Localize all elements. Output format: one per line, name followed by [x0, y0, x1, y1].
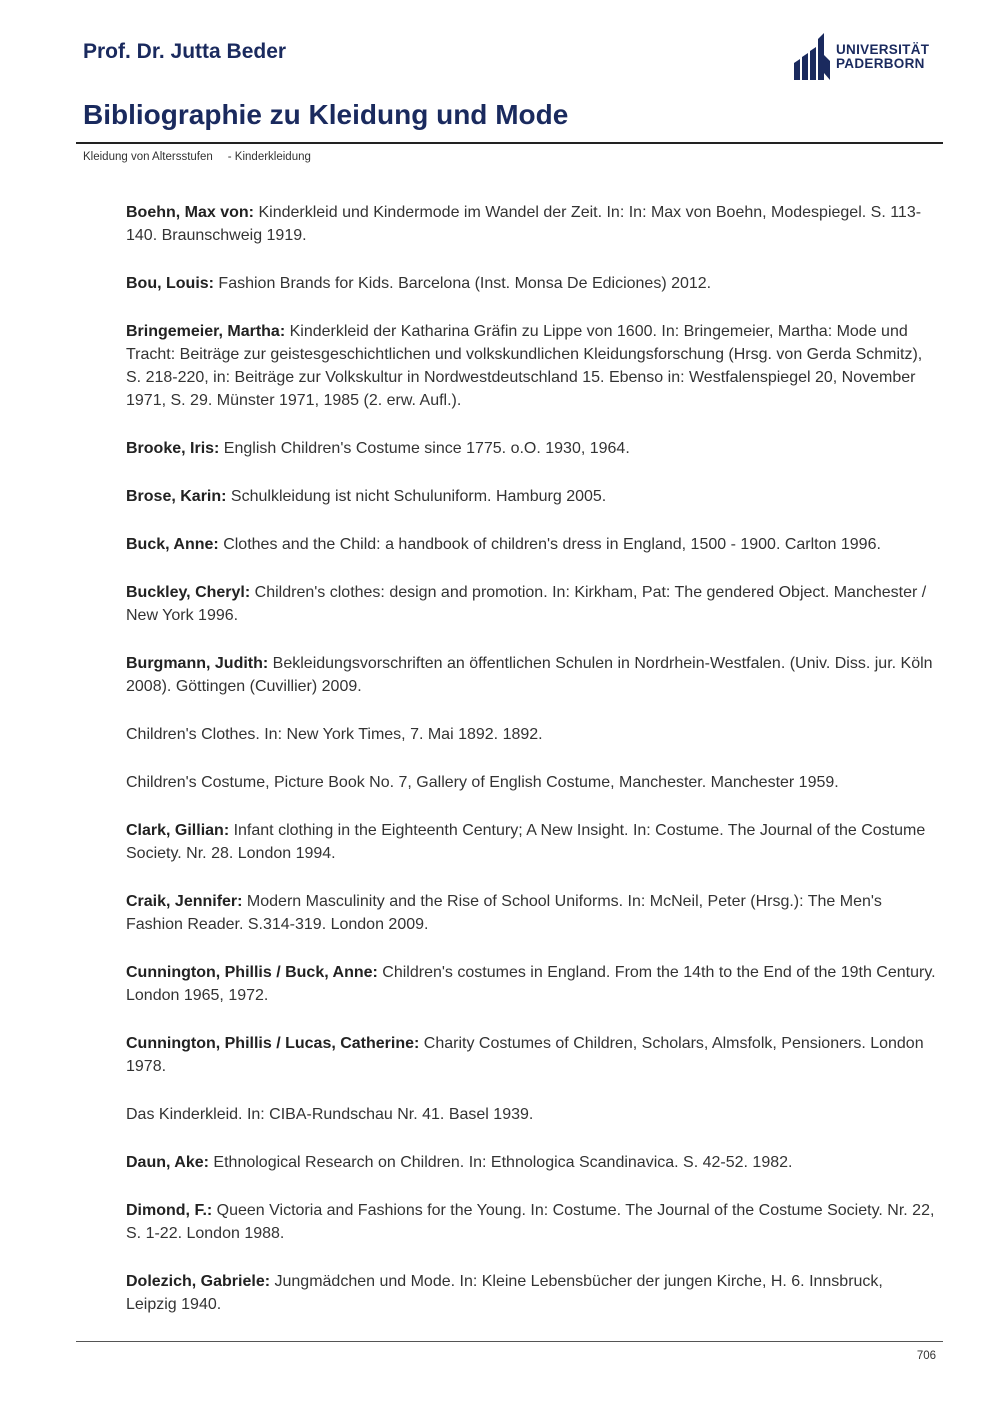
breadcrumb-section: Kleidung von Altersstufen [83, 151, 213, 163]
bibliography-entry [126, 581, 936, 627]
entry-text: Children's clothes: design and promotion. In: Kirkham, Pat: The gendered Object. Manchester / New York 1996. [126, 584, 927, 624]
bibliography-entry [126, 1103, 936, 1126]
breadcrumb [83, 151, 311, 163]
entry-text: Fashion Brands for Kids. Barcelona (Inst. Monsa De Ediciones) 2012. [213, 275, 712, 292]
footer-divider [76, 1341, 943, 1342]
entry-author: Dolezich, Gabriele: [126, 1273, 271, 1290]
logo-line-2: PADERBORN [836, 56, 925, 71]
bibliography-entry [126, 819, 936, 865]
entry-author: Buckley, Cheryl: [126, 584, 251, 601]
entry-author: Burgmann, Judith: [126, 655, 269, 672]
entry-author: Daun, Ake: [126, 1154, 209, 1171]
entry-text: Charity Costumes of Children, Scholars, Almsfolk, Pensioners. London 1978. [126, 1035, 924, 1075]
entry-author: Clark, Gillian: [126, 822, 230, 839]
bibliography-entry [126, 771, 936, 794]
entry-text: Jungmädchen und Mode. In: Kleine Lebensbücher der jungen Kirche, H. 6. Innsbruck, Leipzig 1940. [126, 1273, 883, 1313]
bibliography-entry [126, 890, 936, 936]
bibliography-entry [126, 961, 936, 1007]
entry-author: Cunnington, Phillis / Buck, Anne: [126, 964, 378, 981]
bibliography-entry [126, 533, 936, 556]
entry-author: Cunnington, Phillis / Lucas, Catherine: [126, 1035, 420, 1052]
entry-text: Children's Costume, Picture Book No. 7, Gallery of English Costume, Manchester. Manchester 1959. [126, 774, 839, 791]
header-divider [76, 142, 943, 144]
bibliography-entry [126, 1032, 936, 1078]
bibliography-entry [126, 272, 936, 295]
logo-line-1: UNIVERSITÄT [836, 42, 930, 57]
entry-text: Kinderkleid und Kindermode im Wandel der Zeit. In: In: Max von Boehn, Modespiegel. S. 113-140. Braunschweig 1919. [126, 204, 922, 244]
entry-author: Brooke, Iris: [126, 440, 220, 457]
bibliography-entry [126, 437, 936, 460]
bibliography-entry [126, 723, 936, 746]
entry-author: Bringemeier, Martha: [126, 323, 286, 340]
entry-text: Bekleidungsvorschriften an öffentlichen Schulen in Nordrhein-Westfalen. (Univ. Diss. jur. Köln 2008). Göttingen (Cuvillier) 2009. [126, 655, 933, 695]
bibliography-entry [126, 1151, 936, 1174]
entry-text: Children's Clothes. In: New York Times, 7. Mai 1892. 1892. [126, 726, 543, 743]
entry-text: Clothes and the Child: a handbook of children's dress in England, 1500 - 1900. Carlton 1996. [218, 536, 881, 553]
entry-author: Bou, Louis: [126, 275, 214, 292]
bibliography-entry [126, 320, 936, 412]
breadcrumb-subsection: - Kinderkleidung [227, 151, 311, 163]
bibliography-entry [126, 485, 936, 508]
author-name: Prof. Dr. Jutta Beder [83, 40, 287, 63]
entry-text: Ethnological Research on Children. In: Ethnologica Scandinavica. S. 42-52. 1982. [208, 1154, 793, 1171]
university-logo-icon [794, 33, 830, 81]
entry-text: Queen Victoria and Fashions for the Young. In: Costume. The Journal of the Costume Society. Nr. 22, S. 1-22. London 1988. [126, 1202, 935, 1242]
bibliography-entry [126, 201, 936, 247]
bibliography-entry [126, 1199, 936, 1245]
entry-text: Infant clothing in the Eighteenth Century; A New Insight. In: Costume. The Journal of the Costume Society. Nr. 28. London 1994. [126, 822, 926, 862]
bibliography-entry [126, 652, 936, 698]
entry-author: Dimond, F.: [126, 1202, 213, 1219]
bibliography-list [126, 201, 936, 1316]
entry-author: Boehn, Max von: [126, 204, 255, 221]
entry-author: Brose, Karin: [126, 488, 227, 505]
bibliography-entry [126, 1270, 936, 1316]
entry-text: Kinderkleid der Katharina Gräfin zu Lippe von 1600. In: Bringemeier, Martha: Mode und Tracht: Beiträge zur geistesgeschichtlichen und volkskundlichen Kleidungsforschung (Hrsg. von Gerda Schmitz), S. 218-220, in: Beiträge zur Volkskultur in Nordwestdeutschland 15. Ebenso in: Westfalenspiegel 20, November 1971, S. 29. Münster 1971, 1985 (2. erw. Aufl.). [126, 323, 923, 409]
university-logo [794, 32, 934, 82]
page-title: Bibliographie zu Kleidung und Mode [83, 99, 569, 130]
entry-text: Das Kinderkleid. In: CIBA-Rundschau Nr. 41. Basel 1939. [126, 1106, 534, 1123]
entry-text: English Children's Costume since 1775. o.O. 1930, 1964. [219, 440, 630, 457]
entry-text: Modern Masculinity and the Rise of School Uniforms. In: McNeil, Peter (Hrsg.): The Men's Fashion Reader. S.314-319. London 2009. [126, 893, 882, 933]
entry-author: Buck, Anne: [126, 536, 219, 553]
page-number: 706 [916, 1350, 936, 1362]
entry-text: Children's costumes in England. From the 14th to the End of the 19th Century. London 1965, 1972. [126, 964, 936, 1004]
entry-author: Craik, Jennifer: [126, 893, 243, 910]
entry-text: Schulkleidung ist nicht Schuluniform. Hamburg 2005. [226, 488, 607, 505]
